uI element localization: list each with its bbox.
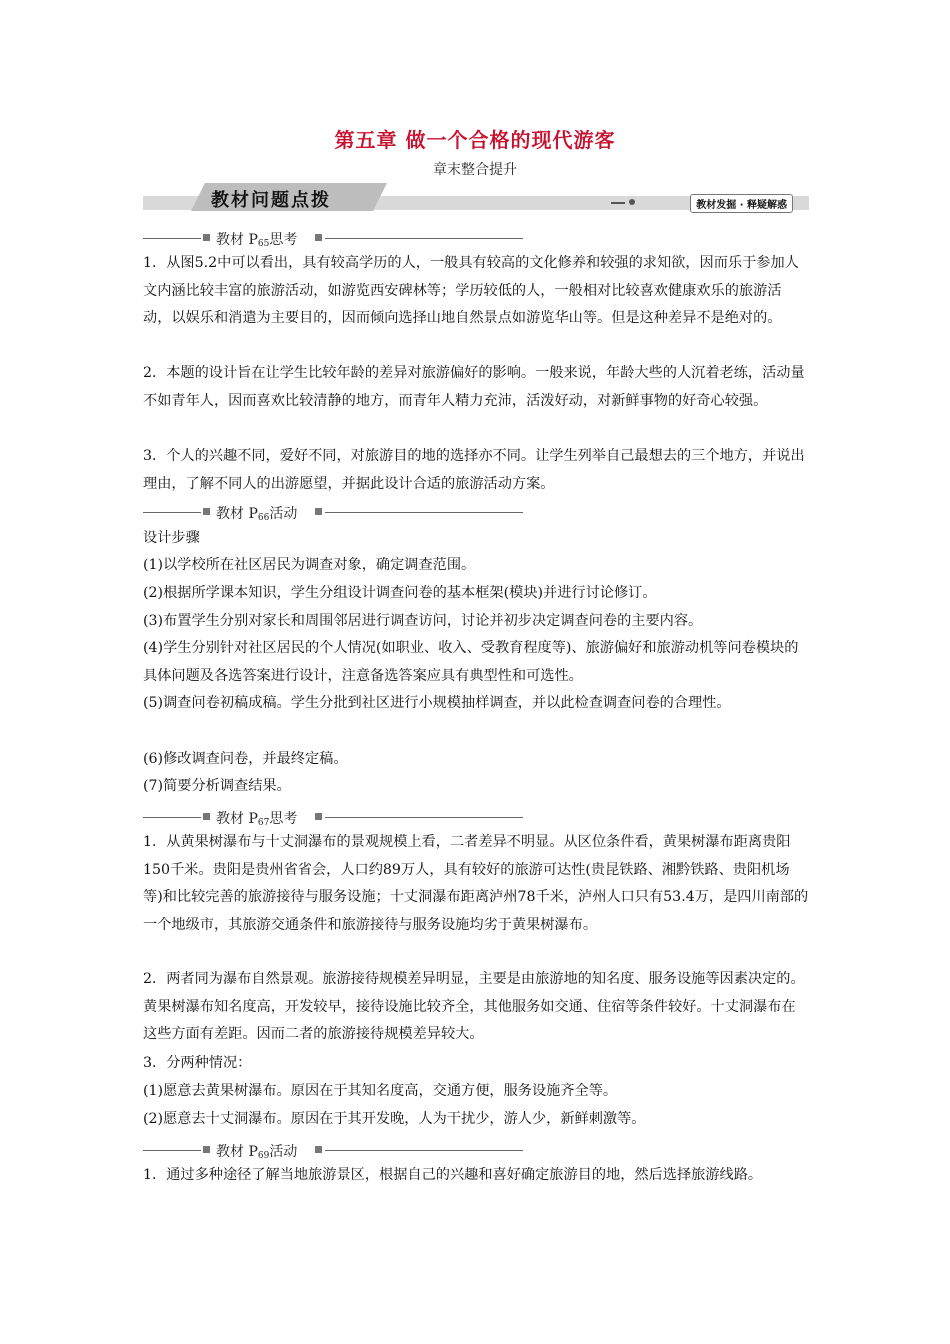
section-square-left xyxy=(203,508,210,515)
section-square-right xyxy=(315,508,322,515)
paragraph: 设计步骤 xyxy=(143,530,200,546)
section-header-p66 xyxy=(143,503,523,521)
section-rule-left xyxy=(143,238,201,239)
section-rule-right xyxy=(325,512,523,513)
banner-right-label: 教材发掘 · 释疑解惑 xyxy=(690,194,793,213)
paragraph: 2．两者同为瀑布自然景观。旅游接待规模差异明显，主要是由旅游地的知名度、服务设施等因素决定的。黄果树瀑布知名度高，开发较早，接待设施比较齐全，其他服务如交通、住宿等条件较好。十丈洞瀑布在这些方面有差距。因而二者的旅游接待规模差异较大。 xyxy=(143,971,805,1043)
paragraph: 3．分两种情况： xyxy=(143,1055,252,1071)
section-rule-left xyxy=(143,1150,201,1151)
section-square-right xyxy=(315,1146,322,1153)
section-header-p65 xyxy=(143,229,523,247)
section-square-left xyxy=(203,234,210,241)
section-label: 教材 $P_{67}$思考 xyxy=(216,811,298,828)
section-rule-left xyxy=(143,817,201,818)
paragraph: 1．从黄果树瀑布与十丈洞瀑布的景观规模上看，二者差异不明显。从区位条件看，黄果树瀑布距离贵阳150千米。贵阳是贵州省省会，人口约89万人，具有较好的旅游可达性(贵昆铁路、湘黔铁路、贵阳机场等)和比较完善的旅游接待与服务设施；十丈洞瀑布距离泸州78千米，泸州人口只有53.4万，是四川南部的一个地级市，其旅游交通条件和旅游接待与服务设施均劣于黄果树瀑布。 xyxy=(143,834,809,933)
paragraph: 2．本题的设计旨在让学生比较年龄的差异对旅游偏好的影响。一般来说，年龄大些的人沉着老练，活动量不如青年人，因而喜欢比较清静的地方，而青年人精力充沛，活泼好动，对新鲜事物的好奇心较强。 xyxy=(143,365,805,409)
section-banner xyxy=(143,183,809,213)
banner-label: 教材问题点拨 xyxy=(211,190,331,211)
list-item: (6)修改调查问卷，并最终定稿。 xyxy=(143,751,348,767)
list-item: (1)愿意去黄果树瀑布。原因在于其知名度高，交通方便，服务设施齐全等。 xyxy=(143,1083,618,1099)
section-square-left xyxy=(203,1146,210,1153)
paragraph: 3．个人的兴趣不同，爱好不同，对旅游目的地的选择亦不同。让学生列举自己最想去的三个地方，并说出理由，了解不同人的出游愿望，并据此设计合适的旅游活动方案。 xyxy=(143,448,805,492)
section-square-right xyxy=(315,234,322,241)
section-square-right xyxy=(315,813,322,820)
section-label: 教材 $P_{66}$活动 xyxy=(216,506,298,523)
section-header-p67 xyxy=(143,808,523,826)
list-item: (1)以学校所在社区居民为调查对象，确定调查范围。 xyxy=(143,557,476,573)
section-rule-right xyxy=(325,1150,523,1151)
section-label: 教材 $P_{69}$活动 xyxy=(216,1144,298,1161)
banner-dash xyxy=(611,202,625,204)
section-header-p69 xyxy=(143,1141,523,1159)
section-rule-right xyxy=(325,238,523,239)
section-rule-left xyxy=(143,512,201,513)
chapter-title: 第五章 做一个合格的现代游客 xyxy=(334,128,616,152)
list-item: (5)调查问卷初稿成稿。学生分批到社区进行小规模抽样调查，并以此检查调查问卷的合理性。 xyxy=(143,695,731,711)
list-item: (2)愿意去十丈洞瀑布。原因在于其开发晚，人为干扰少，游人少，新鲜刺激等。 xyxy=(143,1111,646,1127)
banner-dot xyxy=(629,199,635,205)
paragraph: 1．从图5.2中可以看出，具有较高学历的人，一般具有较高的文化修养和较强的求知欲，因而乐于参加人文内涵比较丰富的旅游活动，如游览西安碑林等；学历较低的人，一般相对比较喜欢健康欢乐的旅游活动，以娱乐和消遣为主要目的，因而倾向选择山地自然景点如游览华山等。但是这种差异不是绝对的。 xyxy=(143,255,799,327)
chapter-subtitle: 章末整合提升 xyxy=(433,162,517,178)
section-rule-right xyxy=(325,817,523,818)
paragraph: 1．通过多种途径了解当地旅游景区，根据自己的兴趣和喜好确定旅游目的地，然后选择旅游线路。 xyxy=(143,1167,763,1183)
list-item: (4)学生分别针对社区居民的个人情况(如职业、收入、受教育程度等)、旅游偏好和旅游动机等问卷模块的具体问题及各选答案进行设计，注意备选答案应具有典型性和可选性。 xyxy=(143,640,799,684)
list-item: (7)简要分析调查结果。 xyxy=(143,778,291,794)
section-square-left xyxy=(203,813,210,820)
section-label: 教材 $P_{65}$思考 xyxy=(216,232,298,249)
list-item: (3)布置学生分别对家长和周围邻居进行调查访问，讨论并初步决定调查问卷的主要内容。 xyxy=(143,613,703,629)
list-item: (2)根据所学课本知识，学生分组设计调查问卷的基本框架(模块)并进行讨论修订。 xyxy=(143,585,657,601)
